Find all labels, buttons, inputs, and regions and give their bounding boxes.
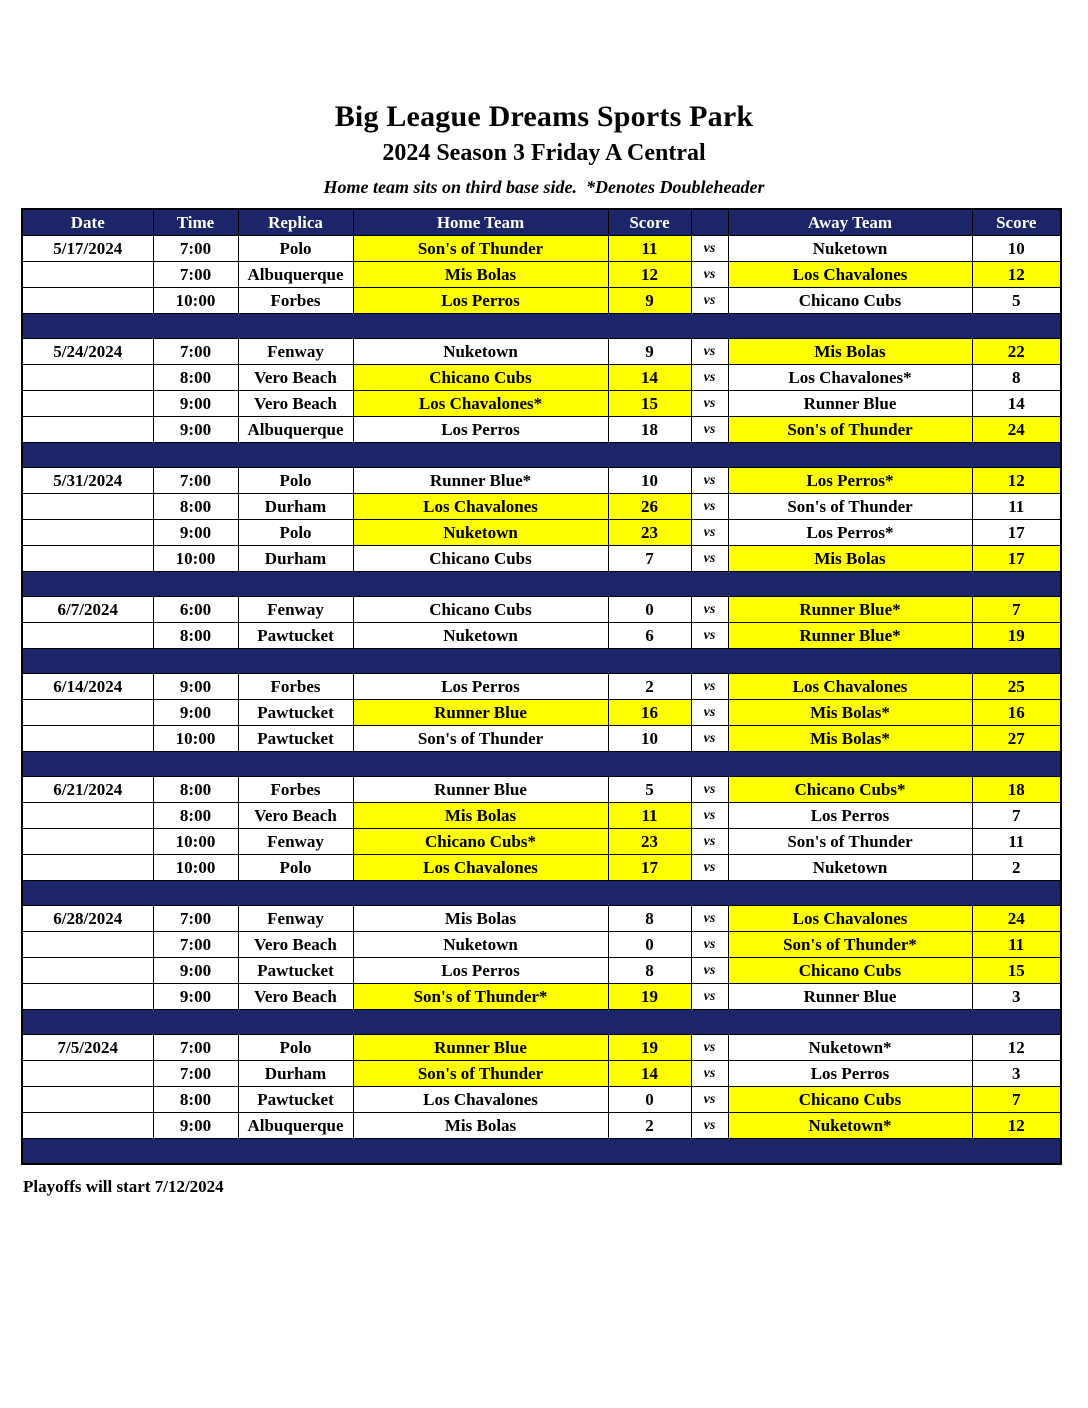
replica-cell: Polo (238, 468, 353, 494)
game-row (22, 597, 1061, 623)
vs-cell: vs (691, 468, 728, 494)
game-row (22, 520, 1061, 546)
replica-cell: Pawtucket (238, 958, 353, 984)
time-cell: 7:00 (153, 262, 238, 288)
away-team-cell: Los Chavalones (728, 906, 972, 932)
away-team-cell: Mis Bolas (728, 546, 972, 572)
game-row (22, 494, 1061, 520)
game-row (22, 984, 1061, 1010)
vs-cell: vs (691, 520, 728, 546)
game-row (22, 623, 1061, 649)
home-team-cell: Son's of Thunder (353, 1061, 608, 1087)
vs-cell: vs (691, 958, 728, 984)
away-score-cell: 25 (972, 674, 1061, 700)
vs-cell: vs (691, 623, 728, 649)
time-cell: 9:00 (153, 674, 238, 700)
time-cell: 7:00 (153, 468, 238, 494)
replica-cell: Fenway (238, 829, 353, 855)
vs-cell: vs (691, 339, 728, 365)
game-row (22, 546, 1061, 572)
away-score-cell: 2 (972, 855, 1061, 881)
home-team-cell: Nuketown (353, 339, 608, 365)
home-team-cell: Los Perros (353, 674, 608, 700)
time-cell: 8:00 (153, 1087, 238, 1113)
home-team-cell: Mis Bolas (353, 803, 608, 829)
date-cell (22, 520, 153, 546)
away-score-cell: 17 (972, 546, 1061, 572)
date-cell (22, 417, 153, 443)
time-cell: 9:00 (153, 958, 238, 984)
game-row (22, 700, 1061, 726)
away-team-cell: Runner Blue (728, 984, 972, 1010)
game-row (22, 417, 1061, 443)
home-score-cell: 6 (608, 623, 691, 649)
replica-cell: Durham (238, 494, 353, 520)
separator-cell (22, 572, 1061, 597)
date-cell (22, 932, 153, 958)
home-score-cell: 14 (608, 1061, 691, 1087)
home-score-cell: 0 (608, 597, 691, 623)
separator-row (22, 752, 1061, 777)
away-score-cell: 10 (972, 236, 1061, 262)
vs-cell: vs (691, 829, 728, 855)
separator-row (22, 572, 1061, 597)
time-cell: 7:00 (153, 1061, 238, 1087)
home-team-cell: Los Perros (353, 417, 608, 443)
separator-cell (22, 1139, 1061, 1164)
game-row (22, 803, 1061, 829)
replica-cell: Durham (238, 546, 353, 572)
away-team-cell: Los Perros* (728, 520, 972, 546)
vs-cell: vs (691, 494, 728, 520)
game-row (22, 288, 1061, 314)
away-team-cell: Son's of Thunder (728, 829, 972, 855)
footer-note: Playoffs will start 7/12/2024 (23, 1176, 224, 1196)
away-team-cell: Nuketown* (728, 1035, 972, 1061)
replica-cell: Fenway (238, 906, 353, 932)
away-score-cell: 7 (972, 1087, 1061, 1113)
home-team-cell: Runner Blue* (353, 468, 608, 494)
home-score-cell: 26 (608, 494, 691, 520)
replica-cell: Forbes (238, 777, 353, 803)
home-team-cell: Mis Bolas (353, 1113, 608, 1139)
vs-cell: vs (691, 391, 728, 417)
replica-cell: Vero Beach (238, 803, 353, 829)
away-score-cell: 3 (972, 1061, 1061, 1087)
away-team-cell: Nuketown* (728, 1113, 972, 1139)
replica-cell: Fenway (238, 597, 353, 623)
date-cell: 7/5/2024 (22, 1035, 153, 1061)
away-score-cell: 17 (972, 520, 1061, 546)
time-cell: 9:00 (153, 391, 238, 417)
game-row (22, 958, 1061, 984)
home-team-cell: Los Chavalones (353, 494, 608, 520)
away-score-cell: 16 (972, 700, 1061, 726)
vs-cell: vs (691, 932, 728, 958)
vs-cell: vs (691, 1087, 728, 1113)
vs-cell: vs (691, 262, 728, 288)
home-score-cell: 2 (608, 674, 691, 700)
header-row (22, 209, 1061, 236)
away-team-cell: Runner Blue* (728, 623, 972, 649)
home-team-cell: Los Perros (353, 958, 608, 984)
game-row (22, 777, 1061, 803)
home-team-cell: Runner Blue (353, 777, 608, 803)
away-score-cell: 11 (972, 932, 1061, 958)
home-score-cell: 9 (608, 339, 691, 365)
time-cell: 10:00 (153, 855, 238, 881)
home-team-cell: Son's of Thunder (353, 236, 608, 262)
time-cell: 10:00 (153, 288, 238, 314)
date-cell (22, 623, 153, 649)
vs-cell: vs (691, 777, 728, 803)
date-cell: 5/17/2024 (22, 236, 153, 262)
away-team-cell: Los Chavalones (728, 674, 972, 700)
home-score-cell: 14 (608, 365, 691, 391)
replica-cell: Vero Beach (238, 365, 353, 391)
home-score-cell: 10 (608, 726, 691, 752)
schedule-body (22, 236, 1061, 1164)
header-home-score: Score (608, 209, 691, 236)
away-score-cell: 12 (972, 1035, 1061, 1061)
date-cell (22, 1113, 153, 1139)
replica-cell: Forbes (238, 674, 353, 700)
home-score-cell: 2 (608, 1113, 691, 1139)
date-cell: 6/7/2024 (22, 597, 153, 623)
header-vs (691, 209, 728, 236)
header-replica: Replica (238, 209, 353, 236)
game-row (22, 1061, 1061, 1087)
replica-cell: Polo (238, 520, 353, 546)
game-row (22, 1113, 1061, 1139)
game-row (22, 855, 1061, 881)
home-team-cell: Son's of Thunder (353, 726, 608, 752)
game-row (22, 391, 1061, 417)
game-row (22, 1087, 1061, 1113)
home-team-cell: Mis Bolas (353, 262, 608, 288)
away-score-cell: 7 (972, 803, 1061, 829)
away-score-cell: 3 (972, 984, 1061, 1010)
separator-row (22, 1139, 1061, 1164)
away-team-cell: Chicano Cubs (728, 958, 972, 984)
game-row (22, 339, 1061, 365)
time-cell: 7:00 (153, 932, 238, 958)
separator-cell (22, 649, 1061, 674)
home-team-cell: Los Perros (353, 288, 608, 314)
game-row (22, 1035, 1061, 1061)
date-cell (22, 855, 153, 881)
header-away-score: Score (972, 209, 1061, 236)
away-team-cell: Mis Bolas (728, 339, 972, 365)
vs-cell: vs (691, 906, 728, 932)
date-cell (22, 546, 153, 572)
separator-cell (22, 1010, 1061, 1035)
header-time: Time (153, 209, 238, 236)
game-row (22, 236, 1061, 262)
away-score-cell: 14 (972, 391, 1061, 417)
home-score-cell: 9 (608, 288, 691, 314)
date-cell: 6/14/2024 (22, 674, 153, 700)
date-cell (22, 700, 153, 726)
home-team-cell: Nuketown (353, 520, 608, 546)
time-cell: 10:00 (153, 546, 238, 572)
date-cell: 5/31/2024 (22, 468, 153, 494)
away-team-cell: Nuketown (728, 236, 972, 262)
replica-cell: Forbes (238, 288, 353, 314)
game-row (22, 726, 1061, 752)
home-score-cell: 15 (608, 391, 691, 417)
date-cell (22, 1087, 153, 1113)
replica-cell: Durham (238, 1061, 353, 1087)
separator-cell (22, 314, 1061, 339)
time-cell: 8:00 (153, 365, 238, 391)
home-score-cell: 5 (608, 777, 691, 803)
replica-cell: Polo (238, 236, 353, 262)
home-team-cell: Los Chavalones (353, 1087, 608, 1113)
time-cell: 7:00 (153, 906, 238, 932)
date-cell: 6/28/2024 (22, 906, 153, 932)
away-score-cell: 12 (972, 1113, 1061, 1139)
separator-row (22, 443, 1061, 468)
header-away-team: Away Team (728, 209, 972, 236)
away-team-cell: Runner Blue (728, 391, 972, 417)
separator-cell (22, 443, 1061, 468)
time-cell: 8:00 (153, 494, 238, 520)
away-score-cell: 22 (972, 339, 1061, 365)
away-team-cell: Mis Bolas* (728, 726, 972, 752)
separator-row (22, 881, 1061, 906)
away-score-cell: 18 (972, 777, 1061, 803)
home-score-cell: 19 (608, 984, 691, 1010)
time-cell: 9:00 (153, 417, 238, 443)
date-cell (22, 958, 153, 984)
home-score-cell: 16 (608, 700, 691, 726)
vs-cell: vs (691, 726, 728, 752)
away-score-cell: 19 (972, 623, 1061, 649)
separator-row (22, 314, 1061, 339)
home-score-cell: 11 (608, 803, 691, 829)
home-team-cell: Chicano Cubs (353, 365, 608, 391)
away-score-cell: 27 (972, 726, 1061, 752)
time-cell: 9:00 (153, 1113, 238, 1139)
schedule-table (21, 208, 1062, 1165)
game-row (22, 468, 1061, 494)
separator-row (22, 1010, 1061, 1035)
separator-row (22, 649, 1061, 674)
date-cell (22, 803, 153, 829)
away-score-cell: 5 (972, 288, 1061, 314)
home-score-cell: 12 (608, 262, 691, 288)
home-team-cell: Chicano Cubs (353, 597, 608, 623)
time-cell: 9:00 (153, 700, 238, 726)
home-team-cell: Los Chavalones* (353, 391, 608, 417)
away-team-cell: Los Perros (728, 803, 972, 829)
away-score-cell: 15 (972, 958, 1061, 984)
time-cell: 6:00 (153, 597, 238, 623)
away-team-cell: Son's of Thunder (728, 417, 972, 443)
away-score-cell: 24 (972, 417, 1061, 443)
vs-cell: vs (691, 365, 728, 391)
home-score-cell: 18 (608, 417, 691, 443)
replica-cell: Pawtucket (238, 1087, 353, 1113)
replica-cell: Vero Beach (238, 391, 353, 417)
home-score-cell: 11 (608, 236, 691, 262)
page-note: Home team sits on third base side. *Denotes Doubleheader (323, 177, 765, 197)
replica-cell: Fenway (238, 339, 353, 365)
away-score-cell: 7 (972, 597, 1061, 623)
vs-cell: vs (691, 236, 728, 262)
home-team-cell: Son's of Thunder* (353, 984, 608, 1010)
date-cell (22, 726, 153, 752)
game-row (22, 829, 1061, 855)
date-cell (22, 262, 153, 288)
away-score-cell: 8 (972, 365, 1061, 391)
away-team-cell: Mis Bolas* (728, 700, 972, 726)
away-team-cell: Chicano Cubs (728, 288, 972, 314)
time-cell: 8:00 (153, 623, 238, 649)
replica-cell: Pawtucket (238, 726, 353, 752)
time-cell: 7:00 (153, 236, 238, 262)
replica-cell: Vero Beach (238, 932, 353, 958)
vs-cell: vs (691, 597, 728, 623)
home-team-cell: Chicano Cubs* (353, 829, 608, 855)
away-team-cell: Runner Blue* (728, 597, 972, 623)
date-cell (22, 984, 153, 1010)
time-cell: 10:00 (153, 829, 238, 855)
date-cell (22, 288, 153, 314)
vs-cell: vs (691, 417, 728, 443)
vs-cell: vs (691, 546, 728, 572)
away-team-cell: Son's of Thunder (728, 494, 972, 520)
time-cell: 9:00 (153, 520, 238, 546)
game-row (22, 932, 1061, 958)
vs-cell: vs (691, 1035, 728, 1061)
game-row (22, 906, 1061, 932)
home-score-cell: 0 (608, 1087, 691, 1113)
home-score-cell: 23 (608, 829, 691, 855)
away-team-cell: Chicano Cubs* (728, 777, 972, 803)
vs-cell: vs (691, 984, 728, 1010)
away-score-cell: 11 (972, 829, 1061, 855)
replica-cell: Vero Beach (238, 984, 353, 1010)
home-score-cell: 23 (608, 520, 691, 546)
game-row (22, 365, 1061, 391)
away-team-cell: Chicano Cubs (728, 1087, 972, 1113)
replica-cell: Albuquerque (238, 417, 353, 443)
replica-cell: Pawtucket (238, 623, 353, 649)
replica-cell: Polo (238, 1035, 353, 1061)
home-score-cell: 0 (608, 932, 691, 958)
replica-cell: Albuquerque (238, 262, 353, 288)
vs-cell: vs (691, 1061, 728, 1087)
away-team-cell: Los Chavalones* (728, 365, 972, 391)
vs-cell: vs (691, 803, 728, 829)
home-score-cell: 19 (608, 1035, 691, 1061)
home-score-cell: 8 (608, 958, 691, 984)
home-team-cell: Runner Blue (353, 700, 608, 726)
date-cell: 6/21/2024 (22, 777, 153, 803)
date-cell (22, 494, 153, 520)
date-cell (22, 391, 153, 417)
time-cell: 8:00 (153, 803, 238, 829)
replica-cell: Albuquerque (238, 1113, 353, 1139)
replica-cell: Pawtucket (238, 700, 353, 726)
away-team-cell: Nuketown (728, 855, 972, 881)
away-score-cell: 24 (972, 906, 1061, 932)
home-team-cell: Runner Blue (353, 1035, 608, 1061)
home-score-cell: 7 (608, 546, 691, 572)
game-row (22, 674, 1061, 700)
time-cell: 7:00 (153, 1035, 238, 1061)
home-team-cell: Los Chavalones (353, 855, 608, 881)
away-team-cell: Los Perros* (728, 468, 972, 494)
home-score-cell: 17 (608, 855, 691, 881)
vs-cell: vs (691, 1113, 728, 1139)
date-cell (22, 1061, 153, 1087)
time-cell: 10:00 (153, 726, 238, 752)
vs-cell: vs (691, 288, 728, 314)
replica-cell: Polo (238, 855, 353, 881)
away-team-cell: Los Perros (728, 1061, 972, 1087)
header-date: Date (22, 209, 153, 236)
time-cell: 9:00 (153, 984, 238, 1010)
home-team-cell: Chicano Cubs (353, 546, 608, 572)
game-row (22, 262, 1061, 288)
time-cell: 7:00 (153, 339, 238, 365)
date-cell (22, 365, 153, 391)
away-score-cell: 12 (972, 262, 1061, 288)
page-subtitle: 2024 Season 3 Friday A Central (382, 140, 706, 166)
home-team-cell: Nuketown (353, 932, 608, 958)
date-cell (22, 829, 153, 855)
date-cell: 5/24/2024 (22, 339, 153, 365)
away-score-cell: 12 (972, 468, 1061, 494)
page-title: Big League Dreams Sports Park (334, 100, 754, 133)
separator-cell (22, 881, 1061, 906)
vs-cell: vs (691, 700, 728, 726)
vs-cell: vs (691, 855, 728, 881)
home-score-cell: 10 (608, 468, 691, 494)
home-score-cell: 8 (608, 906, 691, 932)
away-score-cell: 11 (972, 494, 1061, 520)
header-home-team: Home Team (353, 209, 608, 236)
away-team-cell: Son's of Thunder* (728, 932, 972, 958)
home-team-cell: Mis Bolas (353, 906, 608, 932)
home-team-cell: Nuketown (353, 623, 608, 649)
vs-cell: vs (691, 674, 728, 700)
time-cell: 8:00 (153, 777, 238, 803)
away-team-cell: Los Chavalones (728, 262, 972, 288)
separator-cell (22, 752, 1061, 777)
